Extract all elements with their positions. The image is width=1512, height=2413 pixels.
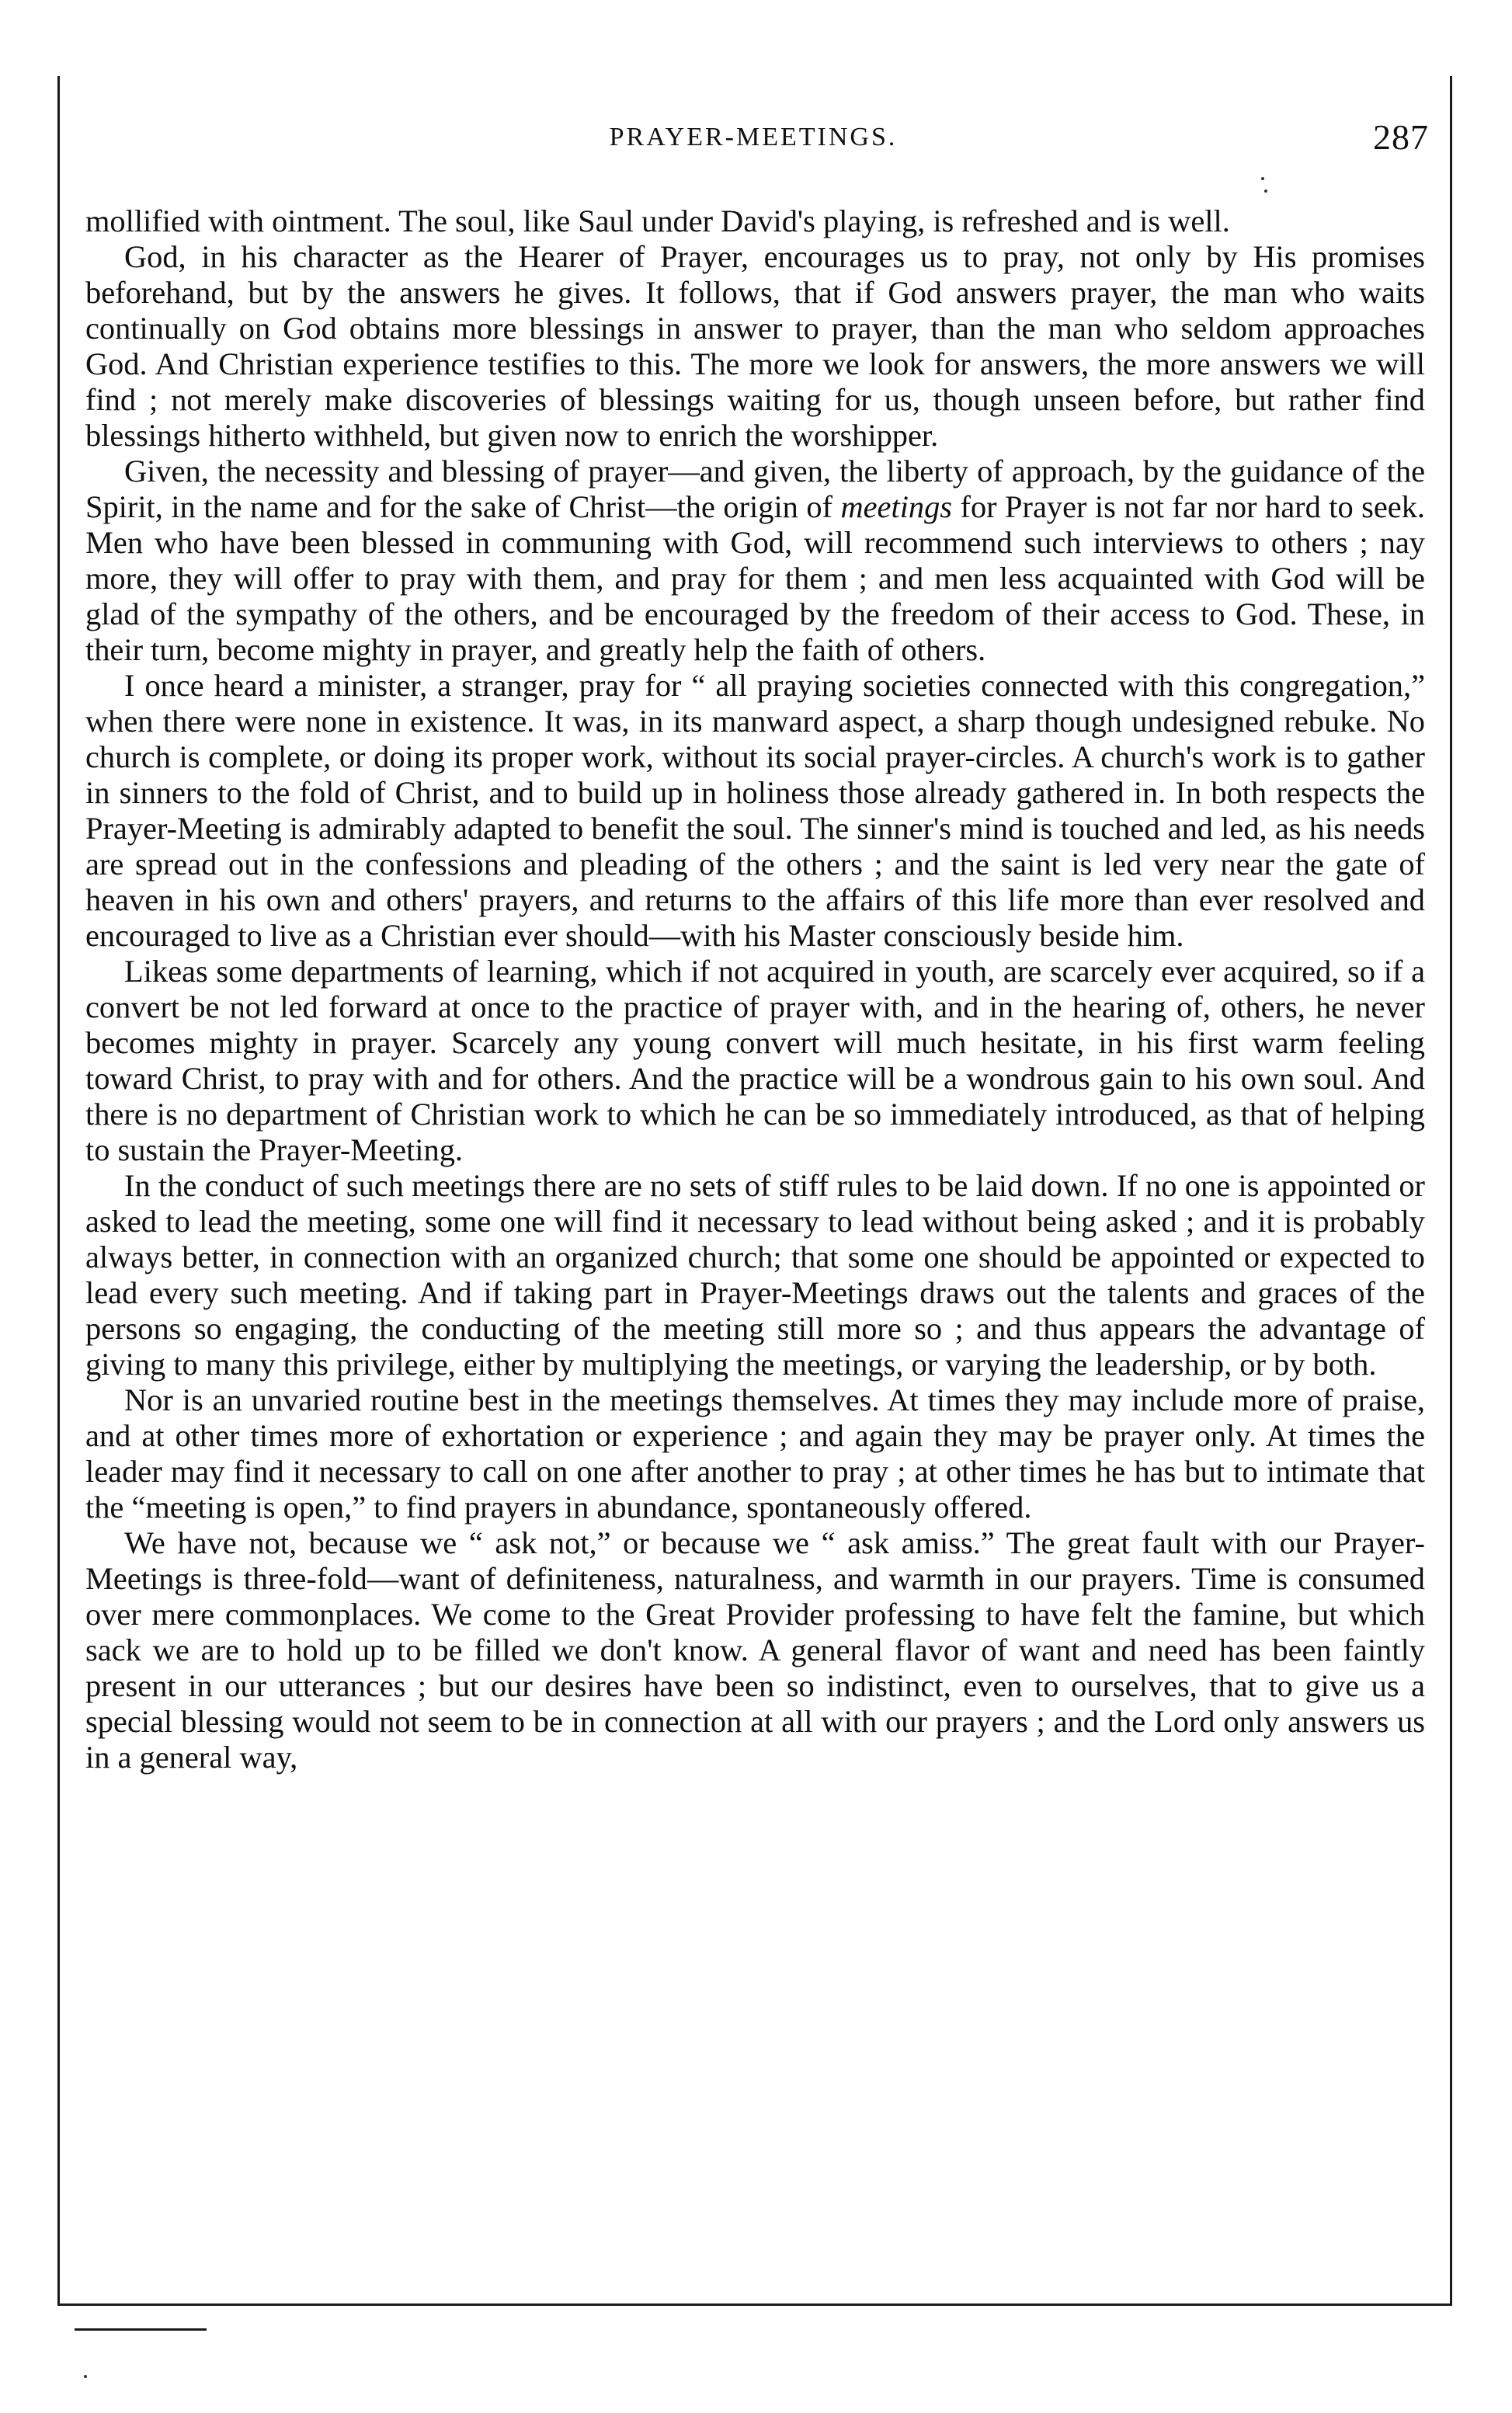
paragraph-7 [85,1382,1425,1525]
paragraph-4-text: I once heard a minister, a stranger, pray for “ all praying societies connected with this congregation,” when there were none in existence. It was, in its manward aspect, a sharp though undesigned rebuke. No church is complete, or doing its proper work, without its social prayer-circles. A church's work is to gather in sinners to the fold of Christ, and to build up in holiness those already gathered in. In both respects the Prayer-Meeting is admirably adapted to benefit the soul. The sinner's mind is touched and led, as his needs are spread out in the confessions and pleading of the others ; and the saint is led very near the gate of heaven in his own and others' prayers, and returns to the affairs of this life more than ever resolved and encouraged to live as a Christian ever should—with his Master consciously beside him. [85,668,1425,953]
paragraph-3-text-b: for Prayer is not far nor hard to seek. Men who have been blessed in communing with God, will recommend such interviews to others ; nay more, they will offer to pray with them, and pray for them ; and men less acquainted with God will be glad of the sympathy of the others, and be encouraged by the freedom of their access to God. These, in their turn, become mighty in prayer, and greatly help the faith of others. [85,489,1425,667]
paragraph-8-text: We have not, because we “ ask not,” or because we “ ask amiss.” The great fault with our Prayer-Meetings is three-fold—want of definiteness, naturalness, and warmth in our prayers. Time is consumed over mere commonplaces. We come to the Great Provider professing to have felt the famine, but which sack we are to hold up to be filled we don't know. A general flavor of want and need has been faintly present in our utterances ; but our desires have been so indistinct, even to ourselves, that to give us a special blessing would not seem to be in connection at all with our prayers ; and the Lord only answers us in a general way, [85,1525,1425,1775]
paragraph-6-text: In the conduct of such meetings there are no sets of stiff rules to be laid down. If no one is appointed or asked to lead the meeting, some one will find it necessary to lead without being asked ; and it is probably always better, in connection with an organized church; that some one should be appointed or expected to lead every such meeting. And if taking part in Prayer-Meetings draws out the talents and graces of the persons so engaging, the conducting of the meeting still more so ; and thus appears the advantage of giving to many this privilege, either by multiplying the meetings, or varying the leadership, or by both. [85,1168,1425,1382]
footer-rule [75,2328,207,2331]
paragraph-1-text: mollified with ointment. The soul, like Saul under David's playing, is refreshed and is well. [85,203,1230,238]
paragraph-3-text-a: Given, the necessity and blessing of prayer—and given, the liberty of approach, by the guidance of the Spirit, in the name and for the sake of Christ—the origin of [85,454,1425,524]
paragraph-4 [85,668,1425,954]
paragraph-8 [85,1525,1425,1775]
paragraph-5 [85,954,1425,1168]
paragraph-3-italic-meetings: meetings [840,489,953,524]
paragraph-1 [85,203,1425,239]
paragraph-6 [85,1168,1425,1382]
print-speck [1264,189,1267,193]
print-speck [1261,177,1264,180]
running-title: PRAYER-MEETINGS. [609,123,898,151]
print-speck [84,2375,87,2378]
paragraph-3 [85,454,1425,668]
page-number: 287 [1373,117,1429,157]
paragraph-2-text: God, in his character as the Hearer of Prayer, encourages us to pray, not only by His promises beforehand, but by the answers he gives. It follows, that if God answers prayer, the man who waits continually on God obtains more blessings in answer to prayer, than the man who seldom approaches God. And Christian experience testifies to this. The more we look for answers, the more answers we will find ; not merely make discoveries of blessings waiting for us, though unseen before, but rather find blessings hitherto withheld, but given now to enrich the worshipper. [85,239,1425,453]
body-text [85,203,1425,1775]
paragraph-2 [85,239,1425,454]
paragraph-5-text: Likeas some departments of learning, which if not acquired in youth, are scarcely ever acquired, so if a convert be not led forward at once to the practice of prayer with, and in the hearing of, others, he never becomes mighty in prayer. Scarcely any young convert will much hesitate, in his first warm feeling toward Christ, to pray with and for others. And the practice will be a wondrous gain to his own soul. And there is no department of Christian work to which he can be so immediately introduced, as that of helping to sustain the Prayer-Meeting. [85,954,1425,1167]
paragraph-7-text: Nor is an unvaried routine best in the meetings themselves. At times they may include more of praise, and at other times more of exhortation or experience ; and again they may be prayer only. At times the leader may find it necessary to call on one after another to pray ; at other times he has but to intimate that the “meeting is open,” to find prayers in abundance, spontaneously offered. [85,1382,1425,1525]
running-head [78,116,1429,163]
